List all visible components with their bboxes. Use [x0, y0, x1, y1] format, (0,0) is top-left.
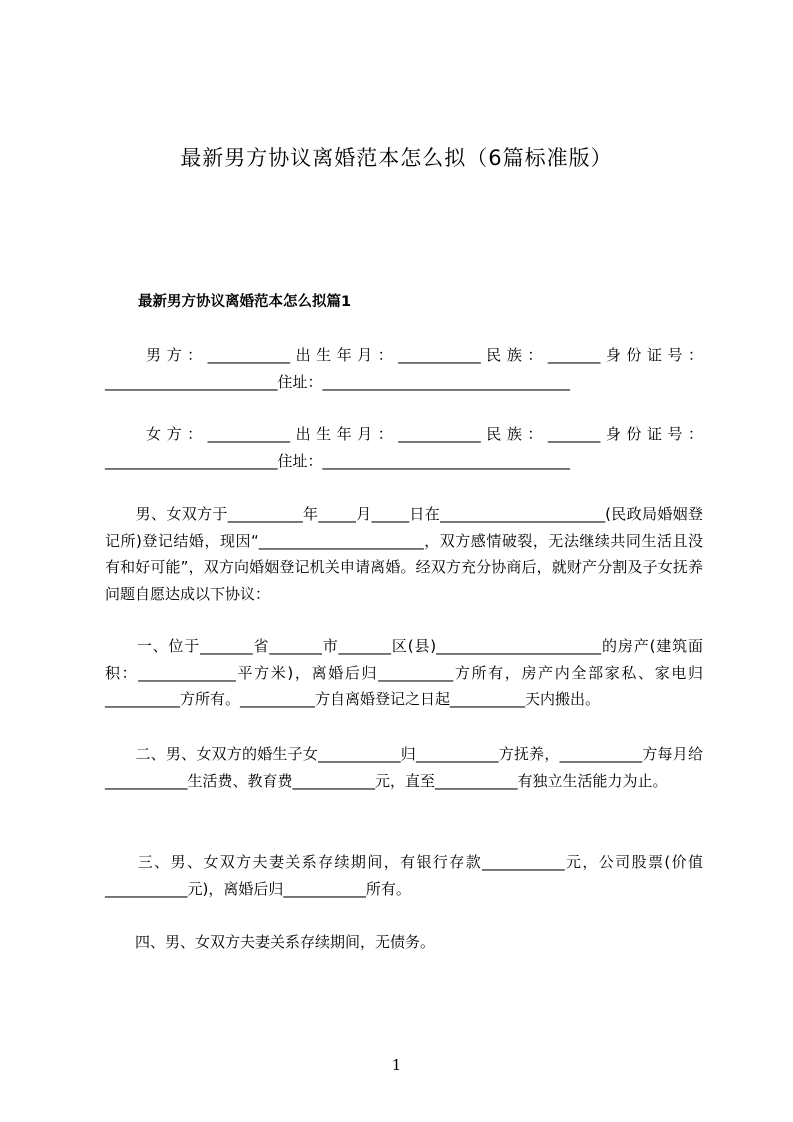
paragraph-clause-savings: 三、男、女双方夫妻关系存续期间，有银行存款___________元，公司股票(价值___________元)，离婚后归___________所有。 [105, 853, 703, 898]
document-title: 最新男方协议离婚范本怎么拟（6篇标准版） [180, 146, 613, 170]
paragraph-clause-child-custody: 二、男、女双方的婚生子女___________归___________方抚养，___________方每月给___________生活费、教育费___________元，直至___________有独立生活能力为止。 [105, 745, 703, 790]
page-number: 1 [391, 1056, 402, 1074]
paragraph-marriage-registration: 男、女双方于__________年_____月_____日在______________________(民政局婚姻登记所)登记结婚，现因“______________________，双方感情破裂，无法继续共同生活且没有和好可能”，双方向婚姻登记机关申请离婚。经双方充分协商后，就财产分割及子女抚养问题自愿达成以下协议： [105, 505, 703, 603]
paragraph-clause-property: 一、位于_______省_______市_______区(县)______________________的房产(建筑面积：_____________平方米)，离婚后归__________方所有，房产内全部家私、家电归__________方所有。__________方自离婚登记之日起__________天内搬出。 [105, 637, 703, 708]
paragraph-female-info: 女方：___________出生年月：___________民族：_______身份证号：_______________________住址：_________________________________ [105, 425, 703, 470]
section-heading: 最新男方协议离婚范本怎么拟篇1 [138, 294, 352, 310]
paragraph-clause-debts: 四、男、女双方夫妻关系存续期间，无债务。 [105, 933, 436, 951]
paragraph-male-info: 男方：___________出生年月：___________民族：_______身份证号：_______________________住址：_________________________________ [105, 346, 703, 391]
